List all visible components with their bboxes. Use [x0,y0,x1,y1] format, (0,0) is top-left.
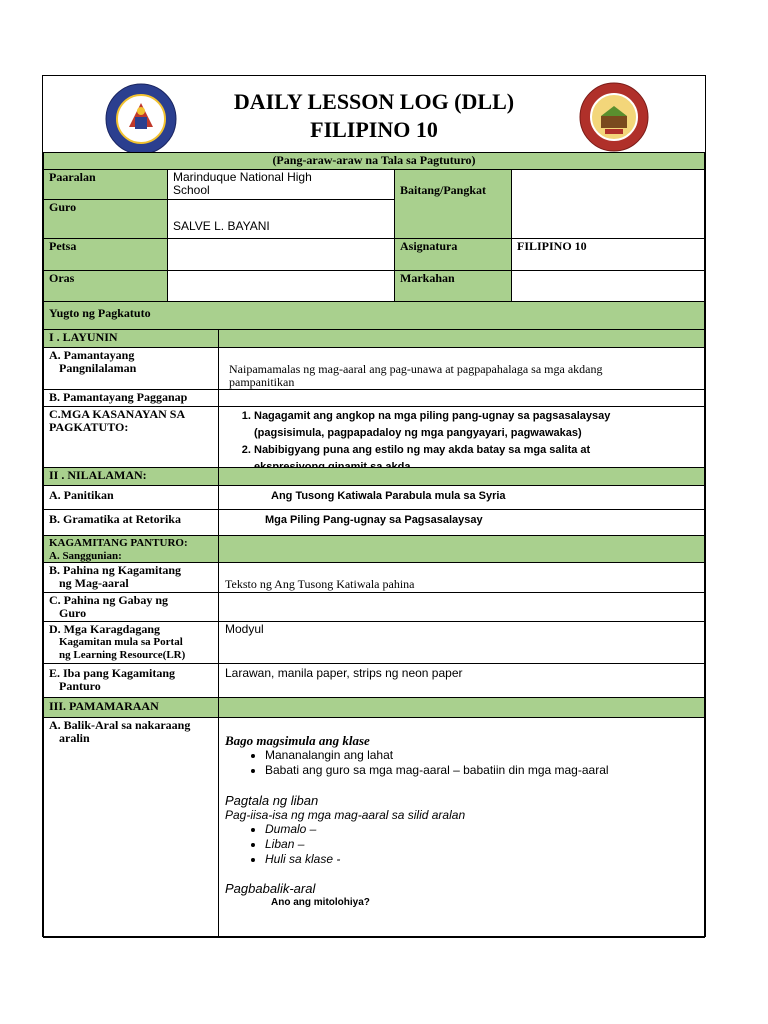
document-title: DAILY LESSON LOG (DLL) [233,89,515,114]
iba-pang-kagamitan-label [43,663,219,698]
baitang-label: Baitang/Pangkat [394,169,512,239]
karagdagang-label-line3: ng Learning Resource(LR) [59,649,186,661]
kasanayan-value [218,406,705,468]
paaralan-value-line2: School [173,183,210,197]
kasanayan-item-1 [254,408,699,442]
pagtala-subheading: Pag-iisa-isa ng mga mag-aaral sa silid aralan [225,808,466,822]
pamantayang-pagganap-value [218,389,705,407]
karagdagang-kagamitan-label [43,621,219,664]
markahan-value [511,270,705,302]
kagamitan-heading [43,535,219,563]
nilalaman-heading: II . NILALAMAN: [43,467,219,486]
karagdagang-kagamitan-value: Modyul [218,621,705,664]
pamantayang-pagganap-label: B. Pamantayang Pagganap [43,389,219,407]
pahina-guro-value [218,592,705,622]
kasanayan-label [43,406,219,468]
pagtala-heading: Pagtala ng liban [225,793,319,808]
liban-item: • Liban – [265,837,699,852]
baitang-value [511,169,705,239]
kasanayan-item-2-line1: Nabibigyang puna ang estilo ng may akda batay sa mga salita at [254,444,591,456]
bago-item-1: • Mananalangin ang lahat [265,748,699,763]
pamantayang-pangnilalaman-label [43,347,219,390]
pangnilalaman-label-line1: A. Pamantayang [49,348,135,362]
dumalo-item: • Dumalo – [265,822,699,837]
kagamitan-heading-fill [218,535,705,563]
guro-value: SALVE L. BAYANI [167,199,395,239]
balik-aral-content [218,717,705,938]
kasanayan-label-line1: C.MGA KASANAYAN SA [49,407,186,421]
asignatura-label: Asignatura [394,238,512,271]
iba-pang-label-line1: E. Iba pang Kagamitang [49,666,176,680]
layunin-heading: I . LAYUNIN [43,329,219,348]
pagbabalik-aral-question: Ano ang mitolohiya? [271,897,370,908]
petsa-value [167,238,395,271]
subtitle-band: (Pang-araw-araw na Tala sa Pagtuturo) [43,152,705,170]
karagdagang-label-line2: Kagamitan mula sa Portal [59,636,183,648]
oras-value [167,270,395,302]
gramatika-label: B. Gramatika at Retorika [43,509,219,536]
kagamitan-heading-line1: KAGAMITANG PANTURO: [49,537,188,549]
sanggunian-label: A. Sanggunian: [49,550,122,562]
paaralan-value [167,169,395,200]
layunin-heading-fill [218,329,705,348]
pangnilalaman-value-line2: pampanitikan [229,375,295,389]
balik-aral-label-line1: A. Balik-Aral sa nakaraang [49,718,191,732]
pamamaraan-heading-fill [218,697,705,718]
pagbabalik-aral-heading: Pagbabalik-aral [225,881,316,896]
petsa-label: Petsa [43,238,168,271]
pahina-mag-aaral-label [43,562,219,593]
pamantayang-pangnilalaman-value [218,347,705,390]
pahina-mag-aaral-label-line1: B. Pahina ng Kagamitang [49,563,182,577]
oras-label: Oras [43,270,168,302]
pahina-mag-aaral-label-line2: ng Mag-aaral [59,576,129,590]
paaralan-value-line1: Marinduque National High [173,170,312,184]
pangnilalaman-value-line1: Naipamamalas ng mag-aaral ang pag-unawa at pagpapahalaga sa mga akdang [229,362,603,376]
pangnilalaman-label-line2: Pangnilalaman [59,361,137,375]
kasanayan-item-1-line1: Nagagamit ang angkop na mga piling pang-ugnay sa pagsasalaysay [254,410,611,422]
bago-magsimula-heading: Bago magsimula ang klase [225,733,370,748]
iba-pang-kagamitan-value: Larawan, manila paper, strips ng neon paper [218,663,705,698]
panitikan-value: Ang Tusong Katiwala Parabula mula sa Syria [218,485,705,510]
bago-item-2: • Babati ang guro sa mga mag-aaral – babatiin din mga mag-aaral [265,763,699,778]
iba-pang-label-line2: Panturo [59,679,101,693]
yugto-band: Yugto ng Pagkatuto [43,301,705,330]
kasanayan-item-1-line2: (pagsisimula, pagpapadaloy ng mga pangyayari, pagwawakas) [254,427,582,439]
lesson-log-frame [42,75,706,937]
pamamaraan-heading: III. PAMAMARAAN [43,697,219,718]
pahina-mag-aaral-value: Teksto ng Ang Tusong Katiwala pahina [218,562,705,593]
kasanayan-label-line2: PAGKATUTO: [49,420,129,434]
gramatika-value: Mga Piling Pang-ugnay sa Pagsasalaysay [218,509,705,536]
karagdagang-label-line1: D. Mga Karagdagang [49,622,160,636]
pahina-guro-label-line1: C. Pahina ng Gabay ng [49,593,169,607]
huli-item: • Huli sa klase - [265,852,699,867]
markahan-label: Markahan [394,270,512,302]
guro-label: Guro [43,199,168,239]
pahina-guro-label [43,592,219,622]
balik-aral-label-line2: aralin [59,731,90,745]
pahina-guro-label-line2: Guro [59,606,87,620]
paaralan-label: Paaralan [43,169,168,200]
asignatura-value: FILIPINO 10 [511,238,705,271]
balik-aral-label [43,717,219,938]
document-subject-title: FILIPINO 10 [310,117,438,142]
document-header [43,76,705,152]
nilalaman-heading-fill [218,467,705,486]
panitikan-label: A. Panitikan [43,485,219,510]
